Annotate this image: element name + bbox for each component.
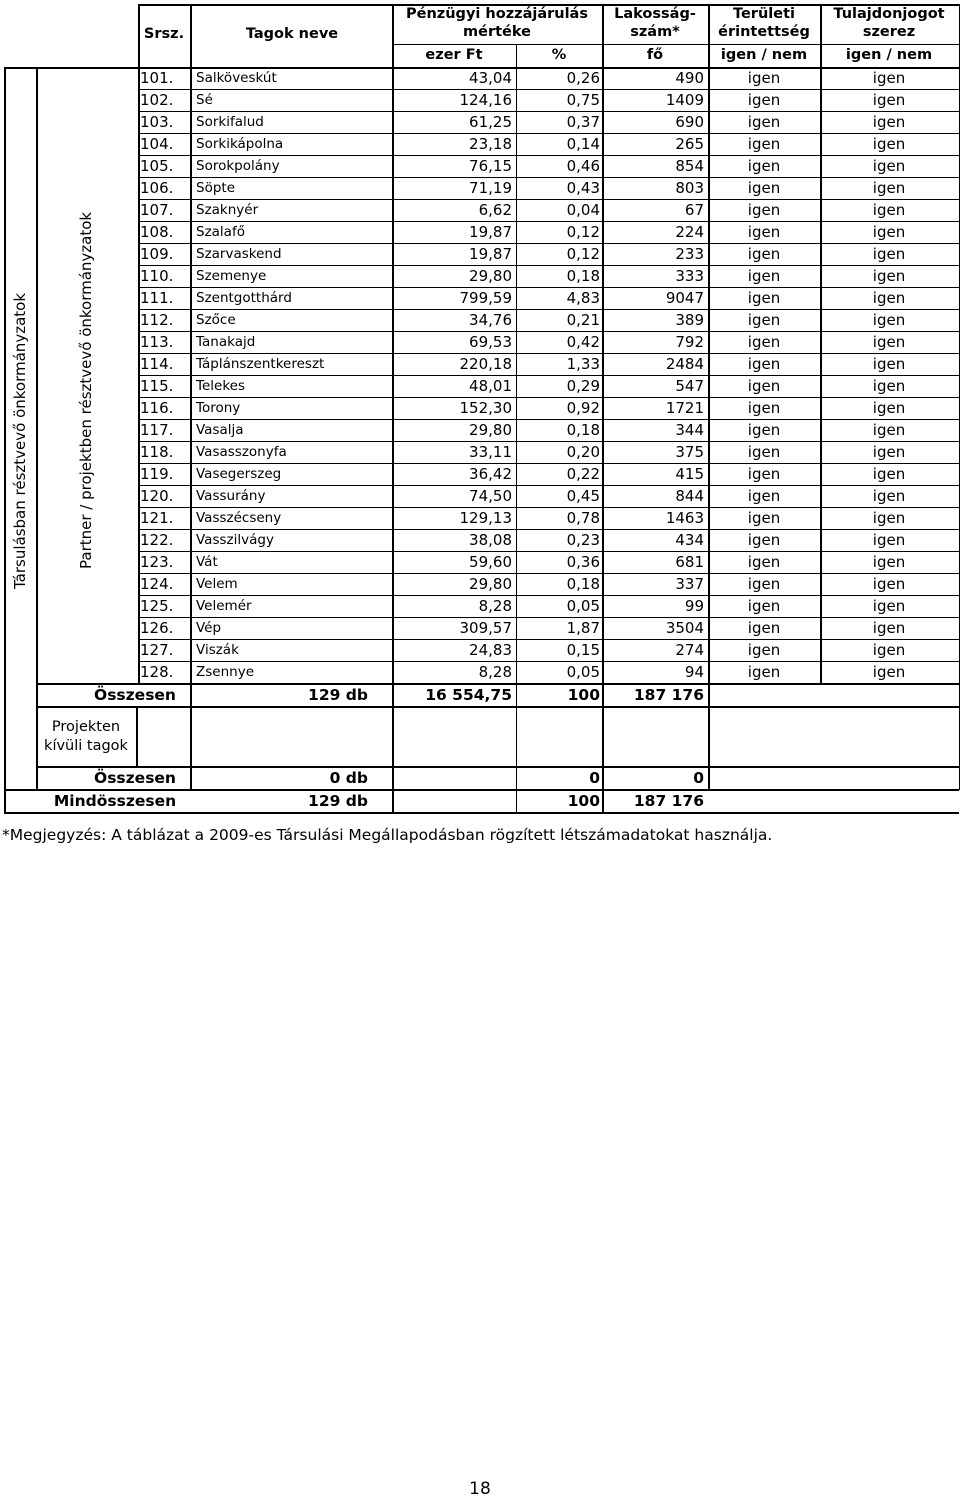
cell-name: Vassurány xyxy=(196,488,266,504)
cell-t: igen xyxy=(747,289,781,307)
cell-tj: igen xyxy=(872,465,906,483)
grid-line-h xyxy=(138,375,959,376)
cell-pct: 0,43 xyxy=(566,179,600,197)
cell-ft: 59,60 xyxy=(469,553,512,571)
cell-name: Vasegerszeg xyxy=(196,466,282,482)
cell-n: 107. xyxy=(140,201,174,219)
cell-pct: 0,29 xyxy=(566,377,600,395)
cell-ft: 34,76 xyxy=(469,311,512,329)
cell-ft: 23,18 xyxy=(469,135,512,153)
cell-fo: 792 xyxy=(675,333,704,351)
table-header xyxy=(0,0,960,68)
cell-pct: 0,92 xyxy=(566,399,600,417)
cell-ft: 29,80 xyxy=(469,267,512,285)
cell-name: Vasalja xyxy=(196,422,244,438)
cell-name: Szarvaskend xyxy=(196,246,282,262)
header-tulajdon-line1: Tulajdonjogot xyxy=(833,6,945,22)
side-label-partner: Partner / projektben résztvevő önkormányzatok xyxy=(77,211,95,569)
cell-ft: 152,30 xyxy=(459,399,512,417)
header-srsz: Srsz. xyxy=(143,26,185,42)
grid-line-h xyxy=(138,639,959,640)
header-teruleti-line2: érintettség xyxy=(718,24,810,40)
cell-fo: 344 xyxy=(675,421,704,439)
cell-name: Sorkifalud xyxy=(196,114,264,130)
cell-name: Szőce xyxy=(196,312,236,328)
total1-fo: 187 176 xyxy=(633,686,704,704)
total2-pct: 0 xyxy=(589,769,600,787)
cell-ft: 129,13 xyxy=(459,509,512,527)
cell-fo: 803 xyxy=(675,179,704,197)
cell-pct: 4,83 xyxy=(566,289,600,307)
cell-ft: 8,28 xyxy=(478,663,512,681)
grid-line-v xyxy=(4,67,6,812)
cell-pct: 0,22 xyxy=(566,465,600,483)
cell-fo: 233 xyxy=(675,245,704,263)
cell-name: Vasszécseny xyxy=(196,510,282,526)
cell-pct: 0,23 xyxy=(566,531,600,549)
cell-n: 119. xyxy=(140,465,174,483)
grid-line-v xyxy=(190,4,192,789)
cell-fo: 375 xyxy=(675,443,704,461)
cell-fo: 9047 xyxy=(665,289,704,307)
cell-tj: igen xyxy=(872,201,906,219)
cell-ft: 48,01 xyxy=(469,377,512,395)
cell-ft: 76,15 xyxy=(469,157,512,175)
grid-line-h xyxy=(138,529,959,530)
grid-line-h xyxy=(138,177,959,178)
cell-ft: 309,57 xyxy=(459,619,512,637)
cell-tj: igen xyxy=(872,663,906,681)
cell-t: igen xyxy=(747,487,781,505)
cell-name: Vasasszonyfa xyxy=(196,444,287,460)
cell-n: 102. xyxy=(140,91,174,109)
cell-name: Velem xyxy=(196,576,238,592)
cell-ft: 38,08 xyxy=(469,531,512,549)
cell-name: Viszák xyxy=(196,642,239,658)
cell-fo: 690 xyxy=(675,113,704,131)
cell-fo: 1721 xyxy=(665,399,704,417)
grand-total-label: Mindösszesen xyxy=(53,792,177,810)
cell-name: Táplánszentkereszt xyxy=(196,356,325,372)
cell-tj: igen xyxy=(872,641,906,659)
cell-n: 124. xyxy=(140,575,174,593)
cell-fo: 274 xyxy=(675,641,704,659)
cell-name: Tanakajd xyxy=(196,334,256,350)
cell-tj: igen xyxy=(872,531,906,549)
header-penzugyi-line2: mértéke xyxy=(463,24,531,40)
cell-pct: 0,18 xyxy=(566,575,600,593)
cell-tj: igen xyxy=(872,135,906,153)
grid-line-h xyxy=(138,287,959,288)
total2-label: Összesen xyxy=(94,769,176,787)
cell-fo: 854 xyxy=(675,157,704,175)
cell-pct: 0,21 xyxy=(566,311,600,329)
cell-t: igen xyxy=(747,443,781,461)
total2-fo: 0 xyxy=(693,769,704,787)
cell-t: igen xyxy=(747,201,781,219)
cell-pct: 0,05 xyxy=(566,597,600,615)
cell-t: igen xyxy=(747,399,781,417)
grid-line-h xyxy=(138,89,959,90)
side-label-projekten-line2: kívüli tagok xyxy=(44,738,128,754)
cell-pct: 0,26 xyxy=(566,69,600,87)
grid-line-h xyxy=(138,199,959,200)
total1-pct: 100 xyxy=(567,686,600,704)
cell-n: 127. xyxy=(140,641,174,659)
cell-t: igen xyxy=(747,91,781,109)
cell-ft: 799,59 xyxy=(459,289,512,307)
cell-name: Sorokpolány xyxy=(196,158,280,174)
grid-line-h xyxy=(138,133,959,134)
grid-line-h xyxy=(138,485,959,486)
cell-fo: 434 xyxy=(675,531,704,549)
grid-line-h xyxy=(36,766,959,768)
total1-label: Összesen xyxy=(94,686,176,704)
cell-ft: 19,87 xyxy=(469,223,512,241)
cell-n: 122. xyxy=(140,531,174,549)
cell-t: igen xyxy=(747,179,781,197)
unit-igen-nem-teruleti: igen / nem xyxy=(720,47,808,63)
cell-t: igen xyxy=(747,597,781,615)
cell-tj: igen xyxy=(872,245,906,263)
unit-ezer-ft: ezer Ft xyxy=(425,47,483,63)
grid-line-h xyxy=(138,551,959,552)
cell-n: 105. xyxy=(140,157,174,175)
cell-tj: igen xyxy=(872,619,906,637)
page-number: 18 xyxy=(469,1479,491,1499)
cell-n: 113. xyxy=(140,333,174,351)
cell-name: Sorkikápolna xyxy=(196,136,284,152)
cell-n: 112. xyxy=(140,311,174,329)
cell-fo: 547 xyxy=(675,377,704,395)
grid-line-v xyxy=(392,4,394,812)
cell-t: igen xyxy=(747,663,781,681)
cell-pct: 0,18 xyxy=(566,421,600,439)
cell-n: 114. xyxy=(140,355,174,373)
cell-tj: igen xyxy=(872,487,906,505)
cell-fo: 99 xyxy=(684,597,704,615)
cell-pct: 0,12 xyxy=(566,223,600,241)
header-tagok-neve: Tagok neve xyxy=(245,26,339,42)
grid-line-h xyxy=(138,4,959,6)
cell-t: igen xyxy=(747,509,781,527)
cell-ft: 8,28 xyxy=(478,597,512,615)
cell-tj: igen xyxy=(872,553,906,571)
cell-tj: igen xyxy=(872,157,906,175)
cell-ft: 29,80 xyxy=(469,421,512,439)
cell-ft: 36,42 xyxy=(469,465,512,483)
cell-pct: 0,46 xyxy=(566,157,600,175)
cell-n: 121. xyxy=(140,509,174,527)
cell-tj: igen xyxy=(872,355,906,373)
cell-ft: 33,11 xyxy=(469,443,512,461)
grid-line-v xyxy=(602,4,604,812)
grid-line-h xyxy=(138,111,959,112)
cell-fo: 681 xyxy=(675,553,704,571)
cell-fo: 415 xyxy=(675,465,704,483)
cell-pct: 0,75 xyxy=(566,91,600,109)
cell-tj: igen xyxy=(872,289,906,307)
grid-line-h xyxy=(138,265,959,266)
grid-line-h xyxy=(138,661,959,662)
cell-t: igen xyxy=(747,531,781,549)
cell-pct: 0,78 xyxy=(566,509,600,527)
cell-tj: igen xyxy=(872,267,906,285)
cell-t: igen xyxy=(747,465,781,483)
cell-n: 126. xyxy=(140,619,174,637)
total2-db: 0 db xyxy=(329,769,368,787)
grand-total-fo: 187 176 xyxy=(633,792,704,810)
cell-t: igen xyxy=(747,113,781,131)
cell-tj: igen xyxy=(872,509,906,527)
cell-fo: 337 xyxy=(675,575,704,593)
grid-line-v xyxy=(138,4,140,684)
cell-n: 108. xyxy=(140,223,174,241)
grid-line-h xyxy=(138,419,959,420)
cell-pct: 0,15 xyxy=(566,641,600,659)
cell-pct: 0,18 xyxy=(566,267,600,285)
cell-fo: 1409 xyxy=(665,91,704,109)
cell-tj: igen xyxy=(872,223,906,241)
cell-tj: igen xyxy=(872,311,906,329)
cell-n: 118. xyxy=(140,443,174,461)
cell-name: Vasszilvágy xyxy=(196,532,274,548)
cell-n: 123. xyxy=(140,553,174,571)
cell-name: Torony xyxy=(196,400,241,416)
cell-t: igen xyxy=(747,421,781,439)
side-label-projekten-line1: Projekten xyxy=(51,719,121,735)
cell-fo: 389 xyxy=(675,311,704,329)
cell-ft: 220,18 xyxy=(459,355,512,373)
cell-ft: 24,83 xyxy=(469,641,512,659)
cell-n: 128. xyxy=(140,663,174,681)
grid-line-h xyxy=(138,463,959,464)
cell-t: igen xyxy=(747,355,781,373)
grid-line-h xyxy=(138,441,959,442)
cell-fo: 94 xyxy=(684,663,704,681)
cell-t: igen xyxy=(747,69,781,87)
grid-line-h xyxy=(392,44,959,45)
footnote: *Megjegyzés: A táblázat a 2009-es Társulási Megállapodásban rögzített létszámadatokat használja. xyxy=(2,826,773,844)
cell-t: igen xyxy=(747,333,781,351)
cell-name: Vép xyxy=(196,620,222,636)
cell-fo: 490 xyxy=(675,69,704,87)
cell-tj: igen xyxy=(872,575,906,593)
cell-tj: igen xyxy=(872,443,906,461)
cell-n: 115. xyxy=(140,377,174,395)
side-label-tarsulasban: Társulásban résztvevő önkormányzatok xyxy=(11,292,29,589)
cell-name: Szentgotthárd xyxy=(196,290,292,306)
grid-line-h xyxy=(4,789,959,791)
cell-tj: igen xyxy=(872,421,906,439)
total1-ft: 16 554,75 xyxy=(425,686,512,704)
cell-fo: 844 xyxy=(675,487,704,505)
grid-line-v xyxy=(516,44,517,812)
cell-tj: igen xyxy=(872,179,906,197)
cell-ft: 6,62 xyxy=(478,201,512,219)
header-penzugyi-line1: Pénzügyi hozzájárulás xyxy=(406,6,588,22)
cell-pct: 0,12 xyxy=(566,245,600,263)
cell-n: 103. xyxy=(140,113,174,131)
cell-t: igen xyxy=(747,377,781,395)
cell-n: 111. xyxy=(140,289,174,307)
grid-line-h xyxy=(36,706,959,708)
cell-name: Telekes xyxy=(196,378,245,394)
cell-ft: 71,19 xyxy=(469,179,512,197)
cell-ft: 19,87 xyxy=(469,245,512,263)
cell-pct: 1,87 xyxy=(566,619,600,637)
grid-line-h xyxy=(138,221,959,222)
cell-tj: igen xyxy=(872,333,906,351)
cell-pct: 1,33 xyxy=(566,355,600,373)
cell-fo: 265 xyxy=(675,135,704,153)
cell-pct: 0,37 xyxy=(566,113,600,131)
cell-t: igen xyxy=(747,157,781,175)
cell-fo: 1463 xyxy=(665,509,704,527)
grid-line-h xyxy=(138,397,959,398)
cell-t: igen xyxy=(747,135,781,153)
cell-n: 110. xyxy=(140,267,174,285)
cell-tj: igen xyxy=(872,69,906,87)
grand-total-pct: 100 xyxy=(567,792,600,810)
grid-line-h xyxy=(4,67,959,69)
grid-line-h xyxy=(4,812,959,814)
cell-t: igen xyxy=(747,311,781,329)
cell-n: 104. xyxy=(140,135,174,153)
grid-line-v xyxy=(820,4,822,683)
grand-total-db: 129 db xyxy=(308,792,368,810)
cell-name: Salköveskút xyxy=(196,70,277,86)
cell-n: 106. xyxy=(140,179,174,197)
grid-line-v xyxy=(136,706,138,766)
cell-n: 117. xyxy=(140,421,174,439)
grid-line-h xyxy=(138,155,959,156)
cell-name: Sé xyxy=(196,92,213,108)
cell-fo: 224 xyxy=(675,223,704,241)
side-label-projekten-kivuli xyxy=(36,718,136,756)
cell-t: igen xyxy=(747,223,781,241)
cell-t: igen xyxy=(747,641,781,659)
header-lakossag-line2: szám* xyxy=(630,24,680,40)
cell-fo: 67 xyxy=(684,201,704,219)
unit-percent: % xyxy=(551,47,567,63)
total1-db: 129 db xyxy=(308,686,368,704)
cell-tj: igen xyxy=(872,399,906,417)
grid-line-h xyxy=(138,595,959,596)
cell-n: 116. xyxy=(140,399,174,417)
cell-name: Söpte xyxy=(196,180,235,196)
cell-pct: 0,20 xyxy=(566,443,600,461)
grid-line-h xyxy=(36,683,959,685)
cell-pct: 0,45 xyxy=(566,487,600,505)
grid-line-h xyxy=(138,331,959,332)
cell-pct: 0,05 xyxy=(566,663,600,681)
header-tulajdon-line2: szerez xyxy=(862,24,916,40)
grid-line-h xyxy=(138,507,959,508)
grid-line-h xyxy=(138,573,959,574)
grid-line-h xyxy=(138,309,959,310)
cell-name: Velemér xyxy=(196,598,252,614)
cell-n: 120. xyxy=(140,487,174,505)
cell-name: Szaknyér xyxy=(196,202,259,218)
cell-name: Zsennye xyxy=(196,664,254,680)
cell-pct: 0,36 xyxy=(566,553,600,571)
cell-pct: 0,42 xyxy=(566,333,600,351)
cell-ft: 74,50 xyxy=(469,487,512,505)
header-lakossag-line1: Lakosság- xyxy=(614,6,696,22)
cell-pct: 0,14 xyxy=(566,135,600,153)
cell-tj: igen xyxy=(872,113,906,131)
cell-t: igen xyxy=(747,553,781,571)
cell-fo: 2484 xyxy=(665,355,704,373)
grid-line-h xyxy=(138,243,959,244)
cell-name: Szalafő xyxy=(196,224,245,240)
cell-ft: 43,04 xyxy=(469,69,512,87)
cell-fo: 333 xyxy=(675,267,704,285)
cell-t: igen xyxy=(747,619,781,637)
cell-name: Szemenye xyxy=(196,268,267,284)
cell-tj: igen xyxy=(872,377,906,395)
unit-fo: fő xyxy=(646,47,664,63)
cell-t: igen xyxy=(747,575,781,593)
cell-n: 109. xyxy=(140,245,174,263)
cell-tj: igen xyxy=(872,91,906,109)
unit-igen-nem-tulajdon: igen / nem xyxy=(845,47,933,63)
grid-line-v xyxy=(708,4,710,789)
cell-ft: 69,53 xyxy=(469,333,512,351)
grid-line-h xyxy=(138,353,959,354)
cell-fo: 3504 xyxy=(665,619,704,637)
cell-t: igen xyxy=(747,267,781,285)
cell-t: igen xyxy=(747,245,781,263)
cell-tj: igen xyxy=(872,597,906,615)
header-teruleti-line1: Területi xyxy=(733,6,795,22)
grid-line-h xyxy=(138,617,959,618)
cell-ft: 29,80 xyxy=(469,575,512,593)
cell-ft: 61,25 xyxy=(469,113,512,131)
cell-n: 125. xyxy=(140,597,174,615)
cell-n: 101. xyxy=(140,69,174,87)
cell-ft: 124,16 xyxy=(459,91,512,109)
cell-name: Vát xyxy=(196,554,218,570)
grid-line-v xyxy=(36,67,38,789)
cell-pct: 0,04 xyxy=(566,201,600,219)
